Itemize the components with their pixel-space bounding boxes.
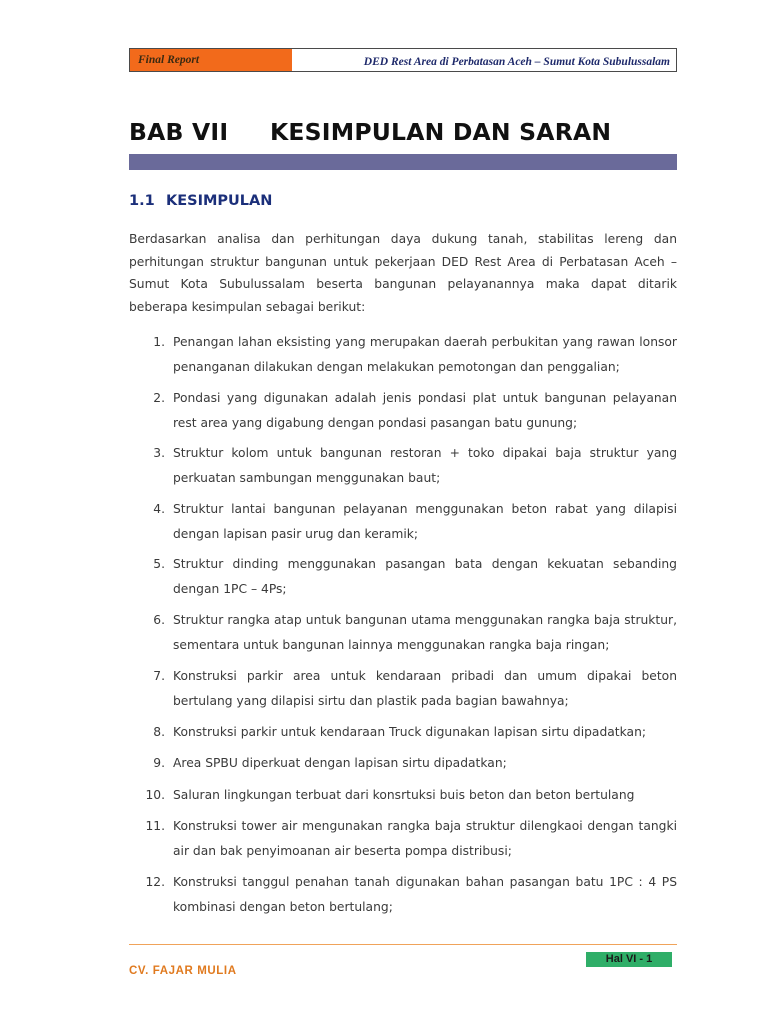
- list-item-text: Area SPBU diperkuat dengan lapisan sirtu dipadatkan;: [173, 756, 507, 770]
- header-title: DED Rest Area di Perbatasan Aceh – Sumut Kota Subulussalam: [363, 56, 670, 68]
- list-item-text: Struktur rangka atap untuk bangunan utama menggunakan rangka baja struktur, sementara untuk bangunan lainnya menggunakan rangka baja ringan;: [173, 613, 677, 652]
- chapter-title: KESIMPULAN DAN SARAN: [270, 118, 612, 146]
- chapter-divider-band: [129, 154, 677, 170]
- list-item-text: Struktur kolom untuk bangunan restoran + toko dipakai baja struktur yang perkuatan sambungan menggunakan baut;: [173, 446, 677, 485]
- list-item-number: 9.: [153, 756, 165, 770]
- list-item-text: Saluran lingkungan terbuat dari konsrtuksi buis beton dan beton bertulang: [173, 788, 635, 802]
- list-item-text: Konstruksi parkir area untuk kendaraan pribadi dan umum dipakai beton bertulang yang dilapisi sirtu dan plastik pada bagian bawahnya;: [173, 669, 677, 708]
- list-item-number: 1.: [153, 335, 165, 349]
- list-item-number: 2.: [153, 391, 165, 405]
- chapter-number: BAB VII: [129, 118, 229, 146]
- list-item-text: Konstruksi tower air mengunakan rangka baja struktur dilengkaoi dengan tangki air dan bak penyimoanan air beserta pompa distribusi;: [173, 819, 677, 858]
- list-item-number: 10.: [145, 788, 165, 802]
- list-item-number: 8.: [153, 725, 165, 739]
- list-item-text: Konstruksi parkir untuk kendaraan Truck digunakan lapisan sirtu dipadatkan;: [173, 725, 647, 739]
- list-item-number: 4.: [153, 502, 165, 516]
- list-item-text: Struktur dinding menggunakan pasangan bata dengan kekuatan sebanding dengan 1PC – 4Ps;: [173, 557, 677, 596]
- list-item-text: Penangan lahan eksisting yang merupakan daerah perbukitan yang rawan lonsor penanganan dilakukan dengan melakukan pemotongan dan penggalian;: [173, 335, 677, 374]
- list-item-number: 11.: [145, 819, 165, 833]
- section-number: 1.1: [129, 193, 155, 209]
- list-item-text: Struktur lantai bangunan pelayanan menggunakan beton rabat yang dilapisi dengan lapisan pasir urug dan keramik;: [173, 502, 677, 541]
- header-badge: Final Report: [130, 49, 292, 71]
- company-name: CV. FAJAR MULIA: [129, 965, 237, 977]
- page-number-badge: Hal VI - 1: [586, 952, 672, 967]
- list-item-text: Pondasi yang digunakan adalah jenis pondasi plat untuk bangunan pelayanan rest area yang digabung dengan pondasi pasangan batu gunung;: [173, 391, 677, 430]
- intro-paragraph: Berdasarkan analisa dan perhitungan daya dukung tanah, stabilitas lereng dan perhitungan struktur bangunan untuk pekerjaan DED Rest Area di Perbatasan Aceh – Sumut Kota Subulussalam beserta bangunan pelayanannya maka dapat ditarik beberapa kesimpulan sebagai berikut:: [129, 232, 677, 314]
- list-item-number: 12.: [145, 875, 165, 889]
- list-item-number: 5.: [153, 557, 165, 571]
- list-item-text: Konstruksi tanggul penahan tanah digunakan bahan pasangan batu 1PC : 4 PS kombinasi dengan beton bertulang;: [173, 875, 677, 914]
- footer-divider: [129, 944, 677, 945]
- list-item-number: 7.: [153, 669, 165, 683]
- list-item-number: 6.: [153, 613, 165, 627]
- section-title: KESIMPULAN: [166, 193, 273, 209]
- list-item-number: 3.: [153, 446, 165, 460]
